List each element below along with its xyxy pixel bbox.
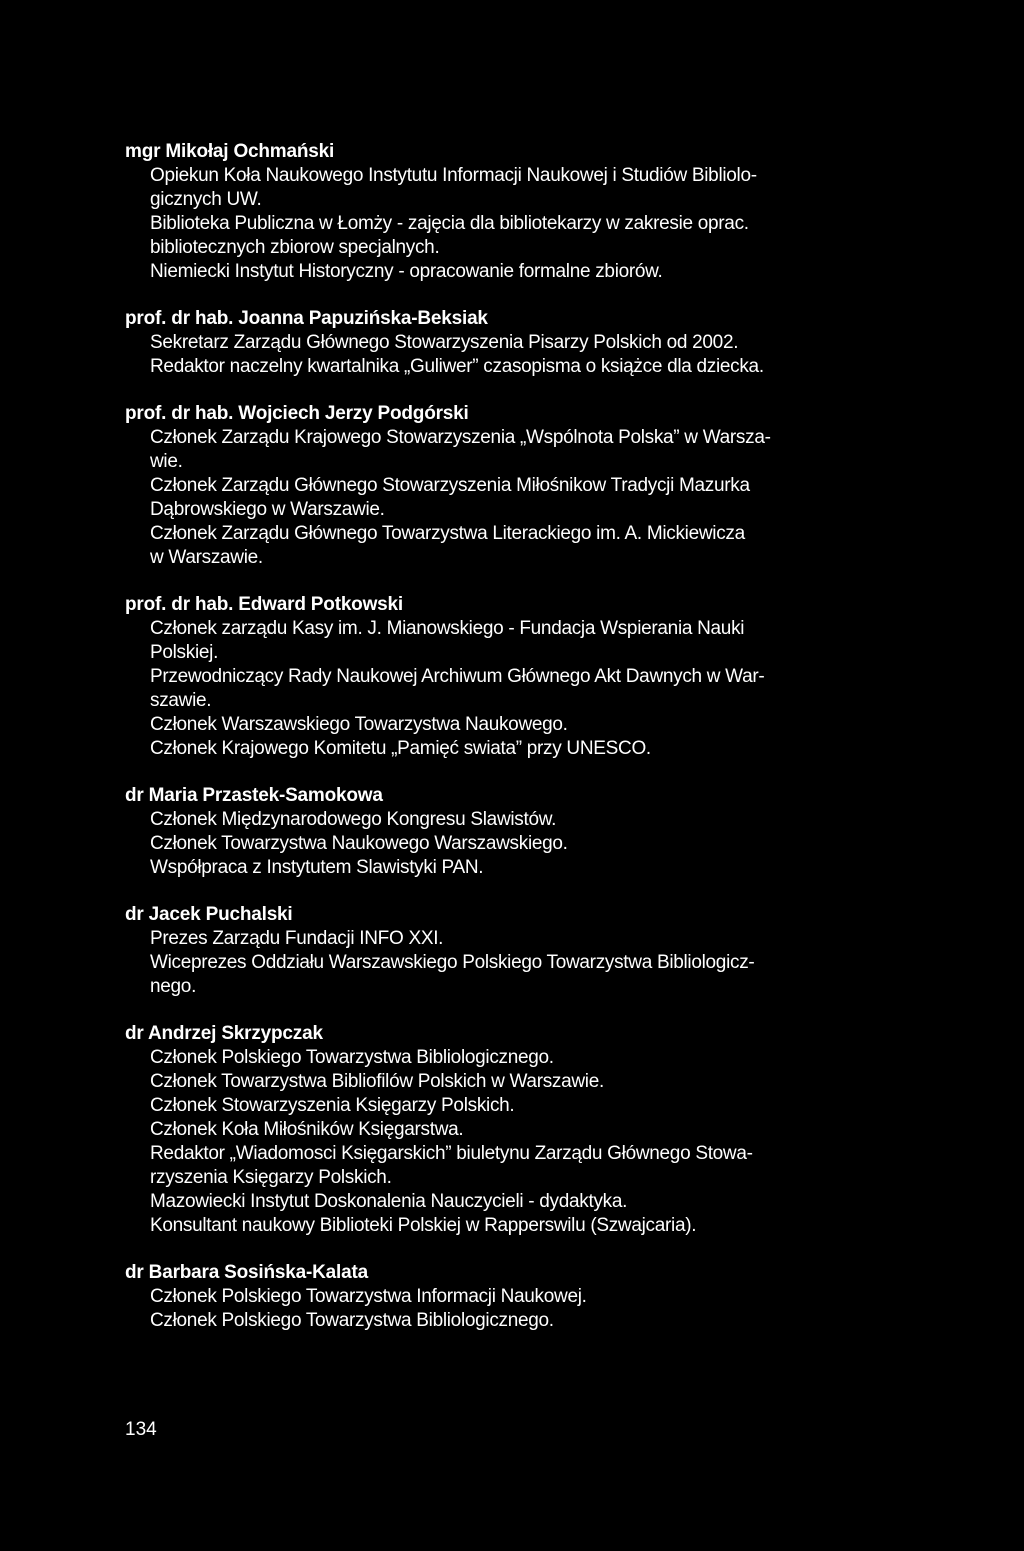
- document-page: [125, 140, 905, 1356]
- role-line: Przewodniczący Rady Naukowej Archiwum Głównego Akt Dawnych w War-: [150, 666, 765, 687]
- entry: [125, 593, 905, 761]
- roles-list: [125, 617, 905, 761]
- role-line: bibliotecznych zbiorow specjalnych.: [150, 237, 440, 258]
- role-line: w Warszawie.: [150, 547, 263, 568]
- role-line: Redaktor „Wiadomosci Księgarskich” biuletynu Zarządu Głównego Stowa-: [150, 1143, 753, 1164]
- roles-list: [125, 808, 905, 880]
- role-line: Wiceprezes Oddziału Warszawskiego Polskiego Towarzystwa Bibliologicz-: [150, 952, 755, 973]
- entry: [125, 307, 905, 379]
- entry: [125, 402, 905, 570]
- role-line: szawie.: [150, 690, 212, 711]
- role-line: Członek Polskiego Towarzystwa Bibliologicznego.: [150, 1310, 554, 1331]
- role-line: Konsultant naukowy Biblioteki Polskiej w Rapperswilu (Szwajcaria).: [150, 1215, 697, 1236]
- role-line: Członek Towarzystwa Bibliofilów Polskich w Warszawie.: [150, 1071, 604, 1092]
- role-line: Członek Koła Miłośników Księgarstwa.: [150, 1119, 464, 1140]
- role-line: Członek zarządu Kasy im. J. Mianowskiego - Fundacja Wspierania Nauki: [150, 618, 745, 639]
- person-name: prof. dr hab. Joanna Papuzińska-Beksiak: [125, 308, 488, 329]
- entry: [125, 1022, 905, 1238]
- role-line: Członek Międzynarodowego Kongresu Slawistów.: [150, 809, 557, 830]
- entry: [125, 903, 905, 999]
- roles-list: [125, 1285, 905, 1333]
- role-line: gicznych UW.: [150, 189, 262, 210]
- entries-list: [125, 140, 905, 1333]
- entry: [125, 1261, 905, 1333]
- entry: [125, 784, 905, 880]
- roles-list: [125, 927, 905, 999]
- role-line: Członek Krajowego Komitetu „Pamięć swiata” przy UNESCO.: [150, 738, 651, 759]
- role-line: Sekretarz Zarządu Głównego Stowarzyszenia Pisarzy Polskich od 2002.: [150, 332, 739, 353]
- person-name: mgr Mikołaj Ochmański: [125, 141, 335, 162]
- role-line: rzyszenia Księgarzy Polskich.: [150, 1167, 392, 1188]
- role-line: Opiekun Koła Naukowego Instytutu Informacji Naukowej i Studiów Bibliolo-: [150, 165, 757, 186]
- person-name: prof. dr hab. Edward Potkowski: [125, 594, 403, 615]
- person-name: dr Barbara Sosińska-Kalata: [125, 1262, 368, 1283]
- role-line: wie.: [150, 451, 183, 472]
- roles-list: [125, 1046, 905, 1238]
- role-line: Niemiecki Instytut Historyczny - opracowanie formalne zbiorów.: [150, 261, 663, 282]
- role-line: Biblioteka Publiczna w Łomży - zajęcia dla bibliotekarzy w zakresie oprac.: [150, 213, 749, 234]
- role-line: Członek Zarządu Głównego Stowarzyszenia Miłośnikow Tradycji Mazurka: [150, 475, 750, 496]
- page-number: 134: [125, 1419, 157, 1440]
- role-line: Prezes Zarządu Fundacji INFO XXI.: [150, 928, 444, 949]
- roles-list: [125, 164, 905, 284]
- roles-list: [125, 426, 905, 570]
- role-line: Polskiej.: [150, 642, 219, 663]
- role-line: Członek Towarzystwa Naukowego Warszawskiego.: [150, 833, 568, 854]
- person-name: prof. dr hab. Wojciech Jerzy Podgórski: [125, 403, 469, 424]
- role-line: Członek Polskiego Towarzystwa Informacji Naukowej.: [150, 1286, 587, 1307]
- entry: [125, 140, 905, 284]
- role-line: Członek Stowarzyszenia Księgarzy Polskich.: [150, 1095, 515, 1116]
- role-line: Członek Zarządu Krajowego Stowarzyszenia „Wspólnota Polska” w Warsza-: [150, 427, 771, 448]
- person-name: dr Maria Przastek-Samokowa: [125, 785, 383, 806]
- person-name: dr Jacek Puchalski: [125, 904, 293, 925]
- person-name: dr Andrzej Skrzypczak: [125, 1023, 323, 1044]
- role-line: Redaktor naczelny kwartalnika „Guliwer” czasopisma o książce dla dziecka.: [150, 356, 764, 377]
- role-line: nego.: [150, 976, 197, 997]
- role-line: Mazowiecki Instytut Doskonalenia Nauczycieli - dydaktyka.: [150, 1191, 628, 1212]
- role-line: Współpraca z Instytutem Slawistyki PAN.: [150, 857, 484, 878]
- role-line: Dąbrowskiego w Warszawie.: [150, 499, 385, 520]
- roles-list: [125, 331, 905, 379]
- role-line: Członek Polskiego Towarzystwa Bibliologicznego.: [150, 1047, 554, 1068]
- role-line: Członek Warszawskiego Towarzystwa Naukowego.: [150, 714, 568, 735]
- role-line: Członek Zarządu Głównego Towarzystwa Literackiego im. A. Mickiewicza: [150, 523, 745, 544]
